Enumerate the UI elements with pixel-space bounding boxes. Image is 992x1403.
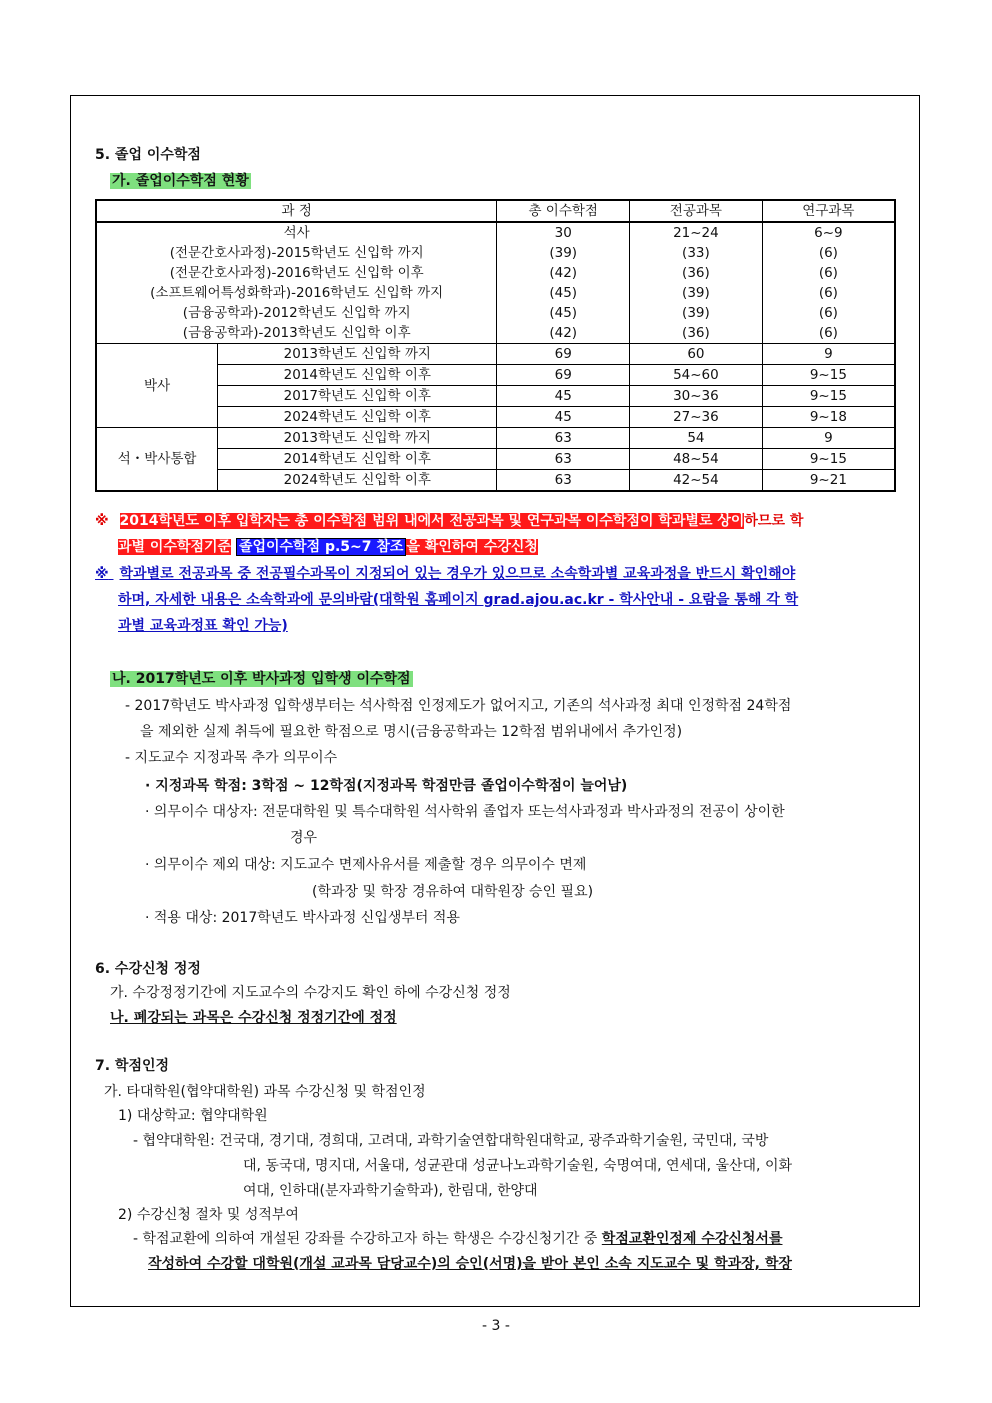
table-cell: 2013학년도 신입학 까지	[218, 428, 497, 449]
table-cell: (금융공학과)-2012학년도 신입학 까지	[96, 303, 497, 323]
table-cell: (36)	[630, 323, 763, 344]
table-cell: 2014학년도 신입학 이후	[218, 449, 497, 470]
table-cell: 42~54	[630, 470, 763, 492]
note-1-criteria: 과별 이수학점기준	[118, 539, 232, 555]
table-cell: (6)	[762, 303, 895, 323]
table-cell: (42)	[497, 263, 630, 283]
section-5b-item-3: · 의무이수 제외 대상: 지도교수 면제사유서를 제출할 경우 의무이수 면제	[145, 857, 587, 873]
table-cell: 69	[497, 344, 630, 365]
section-7a-2: 2) 수강신청 절차 및 성적부여	[118, 1207, 299, 1223]
table-cell: 9~21	[762, 470, 895, 492]
section-7a-1-line-3: 여대, 인하대(분자과학기술학과), 한림대, 한양대	[243, 1183, 538, 1199]
table-cell: 9~15	[762, 449, 895, 470]
table-cell: 9	[762, 344, 895, 365]
header-course: 과 정	[96, 200, 497, 222]
note-mark: ※	[95, 566, 109, 582]
table-cell: 69	[497, 365, 630, 386]
section-7a-1: 1) 대상학교: 협약대학원	[118, 1108, 268, 1124]
table-cell: (39)	[630, 283, 763, 303]
table-cell: 2014학년도 신입학 이후	[218, 365, 497, 386]
section-7a-1-line-1: - 협약대학원: 건국대, 경기대, 경희대, 고려대, 과학기술연합대학원대학교, 광주과학기술원, 국민대, 국방	[133, 1133, 769, 1149]
table-cell: 48~54	[630, 449, 763, 470]
section-7-title: 7. 학점인정	[95, 1058, 170, 1074]
integrated-label: 석・박사통합	[96, 428, 218, 492]
table-cell: 2017학년도 신입학 이후	[218, 386, 497, 407]
table-cell: (전문간호사과정)-2015학년도 신입학 까지	[96, 243, 497, 263]
table-row	[96, 344, 895, 365]
procedure-text: - 학점교환에 의하여 개설된 강좌를 수강하고자 하는 학생은 수강신청기간 중	[133, 1231, 602, 1247]
note-1-highlight: 2014학년도 이후 입학자는 총 이수학점 범위 내에서 전공과목 및 연구과목 이수학점이 학과별로 상이	[119, 513, 745, 529]
section-5-title: 5. 졸업 이수학점	[95, 147, 201, 163]
procedure-emphasis: 학점교환인정제 수강신청서를	[601, 1231, 783, 1247]
table-cell: 석사	[96, 222, 497, 243]
table-row	[96, 222, 895, 243]
table-row	[96, 428, 895, 449]
table-cell: (39)	[630, 303, 763, 323]
table-cell: 6~9	[762, 222, 895, 243]
section-7a-2-line-2: 작성하여 수강할 대학원(개설 교과목 담당교수)의 승인(서명)을 받아 본인 소속 지도교수 및 학과장, 학장	[148, 1256, 792, 1272]
table-cell: 45	[497, 386, 630, 407]
section-6b: 나. 폐강되는 과목은 수강신청 정정기간에 정정	[110, 1010, 397, 1026]
table-cell: 54~60	[630, 365, 763, 386]
section-7a-2-line-1	[133, 1228, 782, 1248]
table-cell: 9~15	[762, 365, 895, 386]
table-cell: 45	[497, 407, 630, 428]
phd-label: 박사	[96, 344, 218, 428]
table-cell: (6)	[762, 263, 895, 283]
table-cell: (6)	[762, 243, 895, 263]
table-cell: (6)	[762, 323, 895, 344]
section-7a-1-line-2: 대, 동국대, 명지대, 서울대, 성균관대 성균나노과학기술원, 숙명여대, 연세대, 울산대, 이화	[243, 1158, 792, 1174]
section-5b-line-3: - 지도교수 지정과목 추가 의무이수	[125, 750, 338, 766]
table-header-row	[96, 200, 895, 222]
table-cell: 30	[497, 222, 630, 243]
table-cell: 54	[630, 428, 763, 449]
note-2-line-3: 과별 교육과정표 확인 가능)	[118, 618, 288, 634]
table-cell: 9	[762, 428, 895, 449]
table-cell: 2013학년도 신입학 까지	[218, 344, 497, 365]
header-research: 연구과목	[762, 200, 895, 222]
section-5b-heading: 나. 2017학년도 이후 박사과정 입학생 이수학점	[112, 671, 411, 687]
table-cell: (6)	[762, 283, 895, 303]
section-5b-item-3-cont: (학과장 및 학장 경유하여 대학원장 승인 필요)	[312, 884, 594, 900]
section-6a: 가. 수강정정기간에 지도교수의 수강지도 확인 하에 수강신청 정정	[110, 985, 511, 1001]
table-cell: (45)	[497, 283, 630, 303]
table-cell: 2024학년도 신입학 이후	[218, 407, 497, 428]
note-2-line-2: 하며, 자세한 내용은 소속학과에 문의바람(대학원 홈페이지 grad.ajou.ac.kr - 학사안내 - 요람을 통해 각 학	[118, 592, 799, 608]
table-row	[96, 323, 895, 344]
page-number: - 3 -	[482, 1318, 510, 1334]
note-1-tail: 을 확인하여 수강신청	[406, 539, 538, 555]
table-row	[96, 283, 895, 303]
section-5b-line-2: 을 제외한 실제 취득에 필요한 학점으로 명시(금융공학과는 12학점 범위내에서 추가인정)	[140, 724, 683, 740]
table-cell: (소프트웨어특성화학과)-2016학년도 신입학 까지	[96, 283, 497, 303]
table-cell: (33)	[630, 243, 763, 263]
table-cell: 9~15	[762, 386, 895, 407]
table-cell: 9~18	[762, 407, 895, 428]
table-cell: 60	[630, 344, 763, 365]
section-5b-line-1: - 2017학년도 박사과정 입학생부터는 석사학점 인정제도가 없어지고, 기존의 석사과정 최대 인정학점 24학점	[125, 698, 792, 714]
table-row	[96, 263, 895, 283]
table-cell: 63	[497, 428, 630, 449]
table-cell: 63	[497, 470, 630, 492]
note-mark: ※	[95, 513, 109, 529]
note-1-reference-box: 졸업이수학점 p.5~7 참조	[236, 538, 407, 556]
section-5b-item-2: · 의무이수 대상자: 전문대학원 및 특수대학원 석사학위 졸업자 또는석사과정과 박사과정의 전공이 상이한	[145, 804, 785, 820]
note-2-line-1	[95, 563, 795, 583]
table-cell: (36)	[630, 263, 763, 283]
header-major: 전공과목	[630, 200, 763, 222]
section-5a-heading: 가. 졸업이수학점 현황	[112, 173, 249, 189]
note-1-line-1	[95, 510, 803, 530]
table-cell: 30~36	[630, 386, 763, 407]
graduation-credits-table	[95, 199, 896, 492]
table-row	[96, 243, 895, 263]
section-7a: 가. 타대학원(협약대학원) 과목 수강신청 및 학점인정	[104, 1084, 426, 1100]
note-2-text-1: 학과별로 전공과목 중 전공필수과목이 지정되어 있는 경우가 있으므로 소속학과별 교육과정을 반드시 확인해야	[119, 566, 796, 582]
table-cell: 21~24	[630, 222, 763, 243]
header-total: 총 이수학점	[497, 200, 630, 222]
table-cell: 63	[497, 449, 630, 470]
note-1-line-2	[118, 536, 538, 556]
table-row	[96, 303, 895, 323]
section-5b-item-4: · 적용 대상: 2017학년도 박사과정 신입생부터 적용	[145, 910, 460, 926]
table-cell: (39)	[497, 243, 630, 263]
section-6-title: 6. 수강신청 정정	[95, 961, 201, 977]
section-5b-item-2-cont: 경우	[290, 830, 318, 846]
table-cell: (금융공학과)-2013학년도 신입학 이후	[96, 323, 497, 344]
table-cell: (전문간호사과정)-2016학년도 신입학 이후	[96, 263, 497, 283]
table-cell: (42)	[497, 323, 630, 344]
table-cell: 2024학년도 신입학 이후	[218, 470, 497, 492]
table-cell: 27~36	[630, 407, 763, 428]
section-5b-item-1: · 지정과목 학점: 3학점 ~ 12학점(지정과목 학점만큼 졸업이수학점이 늘어남)	[145, 778, 628, 794]
table-cell: (45)	[497, 303, 630, 323]
note-1-rest: 하므로 학	[744, 513, 804, 529]
